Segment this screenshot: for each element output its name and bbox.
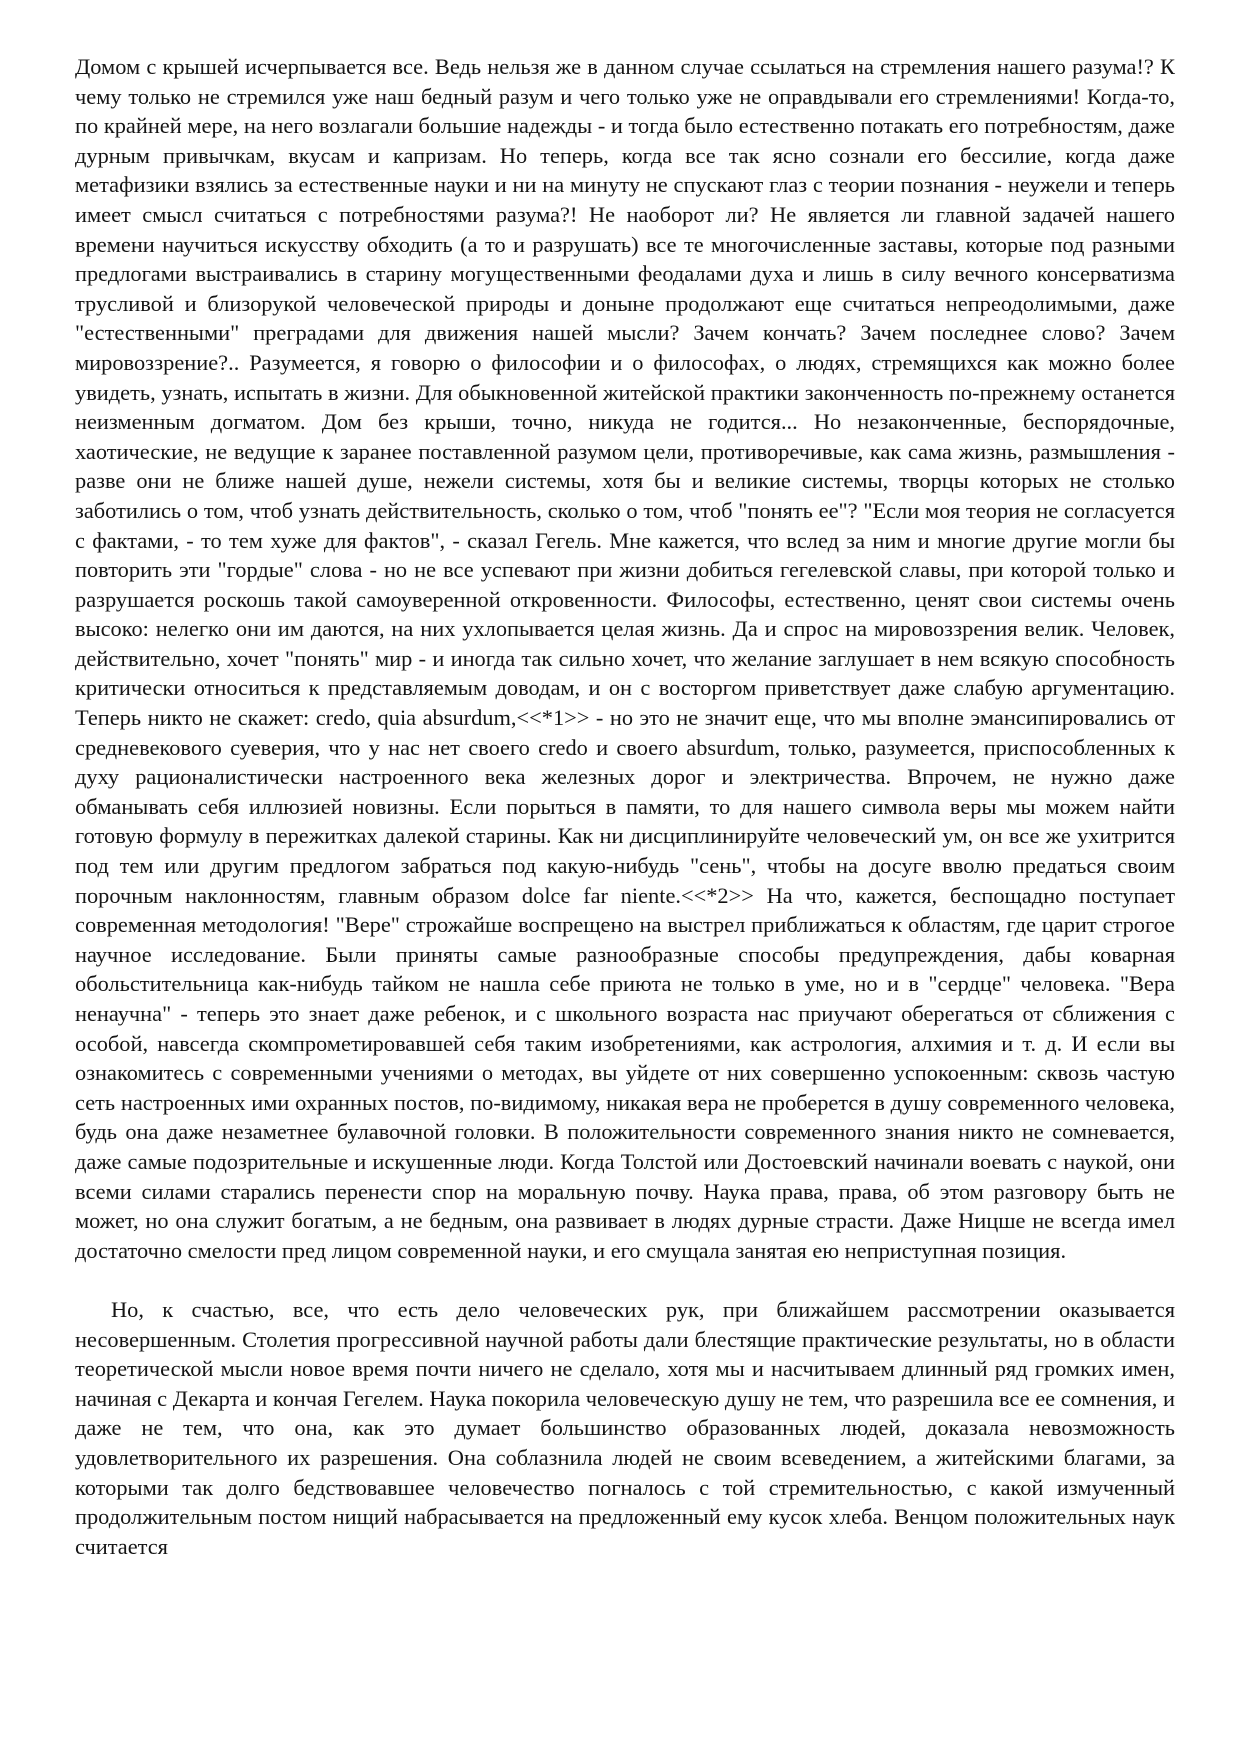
paragraph-spacer	[75, 1265, 1175, 1295]
document-page	[75, 52, 1175, 1561]
paragraph-1: Домом с крышей исчерпывается все. Ведь нельзя же в данном случае ссылаться на стремления нашего разума!? К чему только не стремился уже наш бедный разум и чего только уже не оправдывали его стремлениями! Когда-то, по крайней мере, на него возлагали большие надежды - и тогда было естественно потакать его потребностям, даже дурным привычкам, вкусам и капризам. Но теперь, когда все так ясно сознали его бессилие, когда даже метафизики взялись за естественные науки и ни на минуту не спускают глаз с теории познания - неужели и теперь имеет смысл считаться с потребностями разума?! Не наоборот ли? Не является ли главной задачей нашего времени научиться искусству обходить (а то и разрушать) все те многочисленные заставы, которые под разными предлогами выстраивались в старину могущественными феодалами духа и лишь в силу вечного консерватизма трусливой и близорукой человеческой природы и доныне продолжают еще считаться непреодолимыми, даже "естественными" преградами для движения нашей мысли? Зачем кончать? Зачем последнее слово? Зачем мировоззрение?.. Разумеется, я говорю о философии и о философах, о людях, стремящихся как можно более увидеть, узнать, испытать в жизни. Для обыкновенной житейской практики законченность по-прежнему останется неизменным догматом. Дом без крыши, точно, никуда не годится... Но незаконченные, беспорядочные, хаотические, не ведущие к заранее поставленной разумом цели, противоречивые, как сама жизнь, размышления - разве они не ближе нашей душе, нежели системы, хотя бы и великие системы, творцы которых не столько заботились о том, чтоб узнать действительность, сколько о том, чтоб "понять ее"? "Если моя теория не согласуется с фактами, - то тем хуже для фактов", - сказал Гегель. Мне кажется, что вслед за ним и многие другие могли бы повторить эти "гордые" слова - но не все успевают при жизни добиться гегелевской славы, при которой только и разрушается роскошь такой самоуверенной откровенности. Философы, естественно, ценят свои системы очень высоко: нелегко они им даются, на них ухлопывается целая жизнь. Да и спрос на мировоззрения велик. Человек, действительно, хочет "понять" мир - и иногда так сильно хочет, что желание заглушает в нем всякую способность критически относиться к представляемым доводам, и он с восторгом приветствует даже слабую аргументацию. Теперь никто не скажет: credo, quia absurdum,<<*1>> - но это не значит еще, что мы вполне эмансипировались от средневекового суеверия, что у нас нет своего credo и своего absurdum, только, разумеется, приспособленных к духу рационалистически настроенного века железных дорог и электричества. Впрочем, не нужно даже обманывать себя иллюзией новизны. Если порыться в памяти, то для нашего символа веры мы можем найти готовую формулу в пережитках далекой старины. Как ни дисциплинируйте человеческий ум, он все же ухитрится под тем или другим предлогом забраться под какую-нибудь "сень", чтобы на досуге вволю предаться своим порочным наклонностям, главным образом dolce far niente.<<*2>> На что, кажется, беспощадно поступает современная методология! "Вере" строжайше воспрещено на выстрел приближаться к областям, где царит строгое научное исследование. Были приняты самые разнообразные способы предупреждения, дабы коварная обольстительница как-нибудь тайком не нашла себе приюта не только в уме, но и в "сердце" человека. "Вера ненаучна" - теперь это знает даже ребенок, и с школьного возраста нас приучают оберегаться от сближения с особой, навсегда скомпрометировавшей себя таким изобретениями, как астрология, алхимия и т. д. И если вы ознакомитесь с современными учениями о методах, вы уйдете от них совершенно успокоенным: сквозь частую сеть настроенных ими охранных постов, по-видимому, никакая вера не проберется в душу современного человека, будь она даже незаметнее булавочной головки. В положительности современного знания никто не сомневается, даже самые подозрительные и искушенные люди. Когда Толстой или Достоевский начинали воевать с наукой, они всеми силами старались перенести спор на моральную почву. Наука права, права, об этом разговору быть не может, но она служит богатым, а не бедным, она развивает в людях дурные страсти. Даже Ницше не всегда имел достаточно смелости пред лицом современной науки, и его смущала занятая ею неприступная позиция.	[75, 54, 1175, 1263]
paragraph-2: Но, к счастью, все, что есть дело человеческих рук, при ближайшем рассмотрении оказывается несовершенным. Столетия прогрессивной научной работы дали блестящие практические результаты, но в области теоретической мысли новое время почти ничего не сделало, хотя мы и насчитываем длинный ряд громких имен, начиная с Декарта и кончая Гегелем. Наука покорила человеческую душу не тем, что разрешила все ее сомнения, и даже не тем, что она, как это думает большинство образованных людей, доказала невозможность удовлетворительного их разрешения. Она соблазнила людей не своим всеведением, а житейскими благами, за которыми так долго бедствовавшее человечество погналось с той стремительностью, с какой измученный продолжительным постом нищий набрасывается на предложенный ему кусок хлеба. Венцом положительных наук считается	[75, 1296, 1175, 1559]
